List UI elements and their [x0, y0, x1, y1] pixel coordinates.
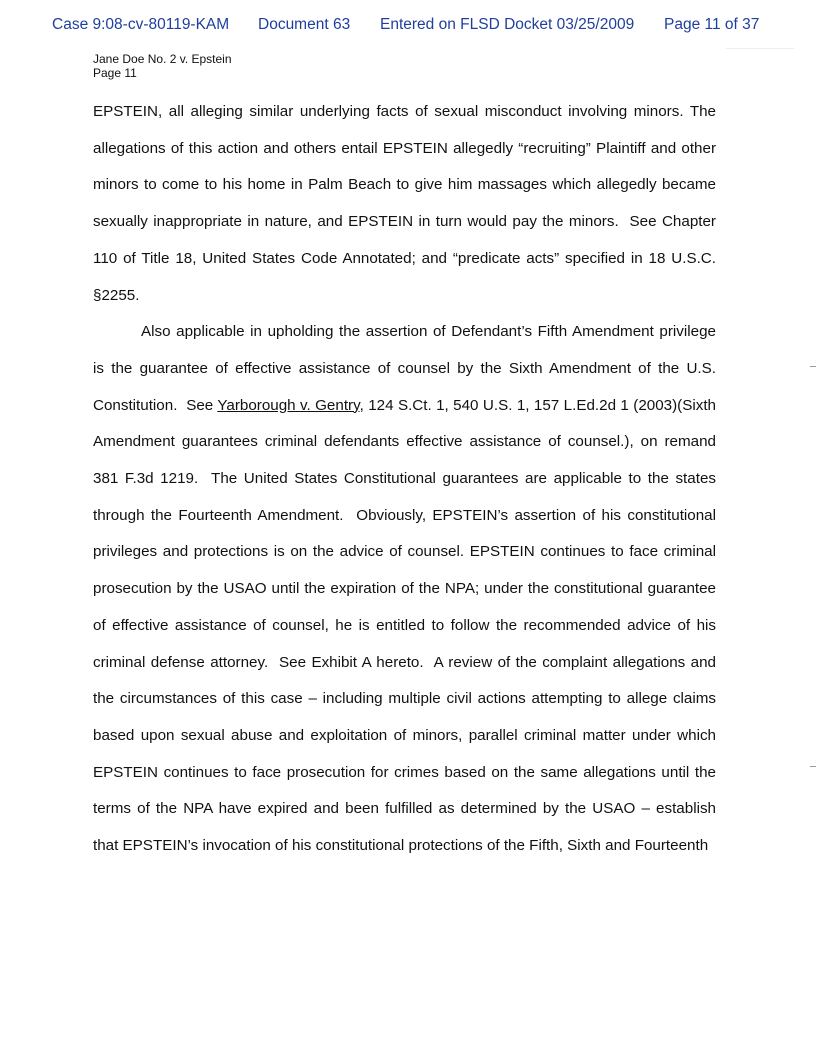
- page-label: Page 11: [93, 66, 137, 80]
- case-name: Jane Doe No. 2 v. Epstein: [93, 52, 232, 66]
- docket-page-count: Page 11 of 37: [664, 16, 760, 33]
- document-number: Document 63: [258, 16, 351, 33]
- case-citation: Yarborough v. Gentry: [217, 396, 360, 414]
- body-text: [93, 94, 716, 865]
- margin-tick: [810, 366, 816, 367]
- paragraph-2-rest: , 124 S.Ct. 1, 540 U.S. 1, 157 L.Ed.2d 1 (2003)(Sixth Amendment guarantees criminal defendants effective assistance of counsel.), on remand 381 F.3d 1219. The United States Constitutional guarantees are applicable to the states through the Fourteenth Amendment. Obviously, EPSTEIN’s assertion of his constitutional privileges and protections is on the advice of counsel. EPSTEIN continues to face criminal prosecution by the USAO until the expiration of the NPA; under the constitutional guarantee of effective assistance of counsel, he is entitled to follow the recommended advice of his criminal defense attorney. See Exhibit A hereto. A review of the complaint allegations and the circumstances of this case – including multiple civil actions attempting to allege claims based upon sexual abuse and exploitation of minors, parallel criminal matter under which EPSTEIN continues to face prosecution for crimes based on the same allegations until the terms of the NPA have expired and been fulfilled as determined by the USAO – establish that EPSTEIN’s invocation of his constitutional protections of the Fifth, Sixth and Fourteenth: [93, 396, 716, 855]
- docket-header: [0, 16, 816, 40]
- docket-entry-date: Entered on FLSD Docket 03/25/2009: [380, 16, 635, 33]
- case-number: Case 9:08-cv-80119-KAM: [52, 16, 230, 33]
- paragraph-2: [93, 314, 716, 865]
- page-caption: [93, 52, 232, 80]
- paragraph-1: EPSTEIN, all alleging similar underlying facts of sexual misconduct involving minors. The allegations of this action and others entail EPSTEIN allegedly “recruiting” Plaintiff and other minors to come to his home in Palm Beach to give him massages which allegedly became sexually inappropriate in nature, and EPSTEIN in turn would pay the minors. See Chapter 110 of Title 18, United States Code Annotated; and “predicate acts” specified in 18 U.S.C. §2255.: [93, 103, 716, 304]
- paragraph-2-start: Also applicable in upholding the assertion of Defendant’s Fifth Amendment privilege is the guarantee of effective assistance of counsel by the Sixth Amendment of the U.S. Constitution. See: [93, 323, 716, 414]
- scan-artifact: [726, 48, 794, 49]
- margin-tick: [810, 766, 816, 767]
